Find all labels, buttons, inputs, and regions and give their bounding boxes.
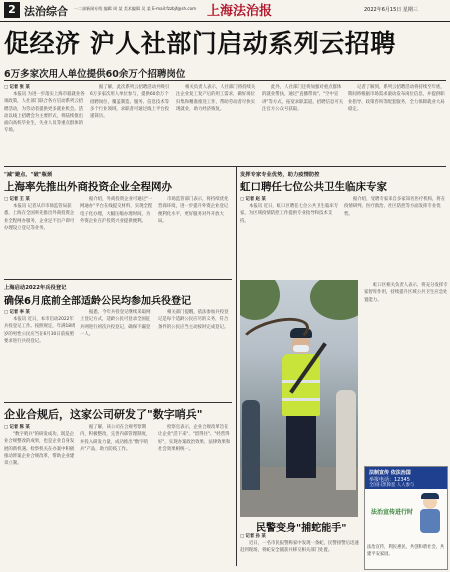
lead-byline: □ 记者 张 某 — [4, 85, 30, 90]
tree — [240, 280, 280, 320]
dateline: 2022年6月15日 星期三 — [364, 7, 418, 13]
art2-col-2 — [80, 196, 154, 276]
photo-byline: □ 记者 孙 某 — [240, 534, 266, 539]
art4-col-2 — [80, 424, 154, 570]
paper-title: 上海法治报 — [207, 4, 273, 19]
lead-col-5 — [348, 84, 446, 164]
page-number: 2 — [4, 2, 20, 18]
art2-col-1 — [4, 196, 76, 276]
art2-text: 据介绍，外商投资企业可通过"一网通办"平台在线提交材料，实现全程电子化办理，大幅压缩办理时间，为外资企业在沪投资兴业提供便利。 — [80, 197, 153, 224]
photo-caption-title: 民警变身"捕蛇能手" — [256, 523, 347, 534]
art4-headline: 企业合规后，这家公司研发了"数字哨兵" — [4, 408, 203, 421]
right-column — [364, 282, 448, 462]
art4-text: 检察官表示，企业合规改革旨在让企业"活下来"、"留得住"、"经营得好"，实现办案政治效果、法律效果和社会效果相统一。 — [158, 425, 231, 452]
lead-subhead: 6万多家次用人单位提供60余万个招聘岗位 — [4, 69, 186, 80]
ad-line-1: 法制宣传 依法治国 — [369, 470, 411, 476]
art3-col-1 — [4, 309, 76, 399]
art4-byline: □ 记者 陈 某 — [4, 425, 30, 430]
cartoon-body — [420, 509, 440, 533]
art3-kicker: 上海启动2022年兵役登记 — [4, 285, 67, 291]
ad-footer: 法治宣传，利民惠民，共创和谐社会，共建平安家园。 — [367, 545, 445, 557]
public-service-ad — [364, 466, 448, 570]
officer-pants — [286, 416, 316, 478]
officer-vest — [282, 354, 320, 416]
art2-byline: □ 记者 王 某 — [4, 197, 30, 202]
divider — [4, 80, 446, 81]
lead-text: 据了解，此次系列云招聘活动共吸引6万多家次用人单位参与，提供60余万个招聘岗位，覆盖制造、服务、信息技术等多个行业领域，求职者可通过线上平台投递简历。 — [90, 85, 170, 120]
ad-line-2: 举报电话：12345 — [369, 477, 410, 483]
ad-slogan: 法治宣传进行时 — [371, 509, 414, 516]
lead-text: 此外，人社部门还将加强对重点群体的就业帮扶，通过"直播带岗"、"空中宣讲"等方式，拓宽求职渠道。招聘信息可关注官方公众号获取。 — [262, 85, 344, 112]
police-cartoon-icon — [415, 495, 443, 539]
section-name: 法治综合 — [24, 5, 68, 18]
photo-caption — [240, 533, 360, 569]
bystander — [336, 390, 356, 490]
right-column-text: 虹口区相关负责人表示，将充分发挥专家智库作用，持续提升区域公共卫生应急处置能力。 — [364, 283, 448, 303]
art2-text: 市场监管部门表示，将持续优化营商环境，进一步提升外资企业登记便利化水平，更好服务对外开放大局。 — [158, 197, 229, 224]
masthead — [0, 0, 450, 22]
art3-col-2 — [80, 309, 154, 399]
art5-col-2 — [344, 196, 446, 276]
ad-banner — [365, 467, 448, 489]
lead-text: 本报讯 为进一步落实上海市稳就业各项政策，人社部门联合各方启动系列云招聘活动，为劳动者提供更多就业机会。活动以线上招聘会为主要形式，将陆续推出面向高校毕业生、失业人员等重点群体的专场。 — [4, 92, 85, 134]
art3-col-3 — [158, 309, 232, 399]
art5-headline: 虹口聘任七位公共卫生临床专家 — [240, 181, 387, 193]
art5-text: 本报讯 近日，虹口区聘任七位公共卫生临床专家，为区域疫情防控工作提供专业指导和技术支持。 — [240, 204, 339, 224]
art3-text: 相关部门提醒，依法参加兵役登记是每个适龄公民应尽的义务，符合条件的公民应当主动按时完成登记。 — [158, 310, 229, 330]
art5-col-1 — [240, 196, 340, 276]
lead-col-1 — [4, 84, 86, 164]
lead-headline: 促经济 沪人社部门启动系列云招聘 — [4, 29, 396, 58]
art3-headline: 确保6月底前全部适龄公民均参加兵役登记 — [4, 296, 191, 307]
lead-col-3 — [176, 84, 258, 164]
art3-byline: □ 记者 李 某 — [4, 310, 30, 315]
cartoon-hat — [421, 493, 439, 499]
art3-text: 据悉，今年兵役登记继续采取网上登记方式，适龄公民可登录全国征兵网进行初次兵役登记，确保不漏登一人。 — [80, 310, 151, 337]
editor-credits: 一二部新闻专线 编辑 周 某 美术编辑 吴 某 E-mail:fzzbjf@sh.com — [74, 6, 197, 11]
art4-text: 据了解，该公司在合规考察期内，积极整改，完善内部管理制度，并投入研发力量，成功推出"数字哨兵"产品，助力防疫工作。 — [80, 425, 151, 452]
art5-text: 据介绍，受聘专家来自多家知名医疗机构，将在疫情研判、医疗救治、社区防控等方面发挥专业优势。 — [344, 197, 446, 217]
art4-col-1 — [4, 424, 76, 570]
face-mask — [293, 345, 309, 352]
police-photo — [240, 280, 358, 517]
divider — [4, 402, 232, 403]
tree — [310, 280, 358, 320]
lead-text: 记者了解到，系列云招聘活动将持续至年底，期间将根据市场需求滚动发布岗位信息，并提供职业指导、政策咨询等配套服务，全力保障就业大局稳定。 — [348, 85, 445, 112]
art2-kicker: "减"避点、"破"瓶颈 — [4, 172, 53, 178]
art5-byline: □ 记者 赵 某 — [240, 197, 266, 202]
art2-headline: 上海率先推出外商投资企业全程网办 — [4, 181, 172, 193]
divider — [4, 279, 232, 280]
divider — [4, 166, 446, 167]
column-divider — [236, 166, 237, 566]
vest-stripe — [282, 398, 320, 401]
ad-line-3: 全国扫黑除恶 人人参与 — [369, 483, 415, 488]
art2-text: 本报讯 记者从市市场监管局获悉，上海在全国率先推出外商投资企业全程网办服务，企业足不出户即可办理设立登记等业务。 — [4, 204, 75, 231]
art2-col-3 — [158, 196, 232, 276]
bystander — [242, 400, 260, 490]
art4-text: "数字哨兵"的研发成功，既是企业合规整改的成果，也是企业自身发展的新机遇。检察机关在办案中积极推动涉案企业合规改革，帮助企业建章立制。 — [4, 432, 75, 467]
photo-caption-text: 近日，一名市民报警称家中发现一条蛇，民警接警后迅速赶到现场，将蛇安全捕获并移交相关部门处置。 — [240, 541, 359, 554]
art5-kicker: 发挥专家专业优势，助力疫情防控 — [240, 172, 320, 178]
lead-col-4 — [262, 84, 344, 164]
police-officer — [280, 328, 320, 478]
art3-text: 本报讯 近日，本市启动2022年兵役登记工作。按照规定，年满18周岁的男性公民应当在6月30日前按照要求进行兵役登记。 — [4, 317, 76, 344]
lead-text: 相关负责人表示，人社部门将持续关注企业复工复产后的用工需求，做好岗位归集和精准推送工作，帮助劳动者尽快实现就业，助力经济恢复。 — [176, 85, 256, 112]
lead-col-2 — [90, 84, 172, 164]
art4-col-3 — [158, 424, 232, 570]
